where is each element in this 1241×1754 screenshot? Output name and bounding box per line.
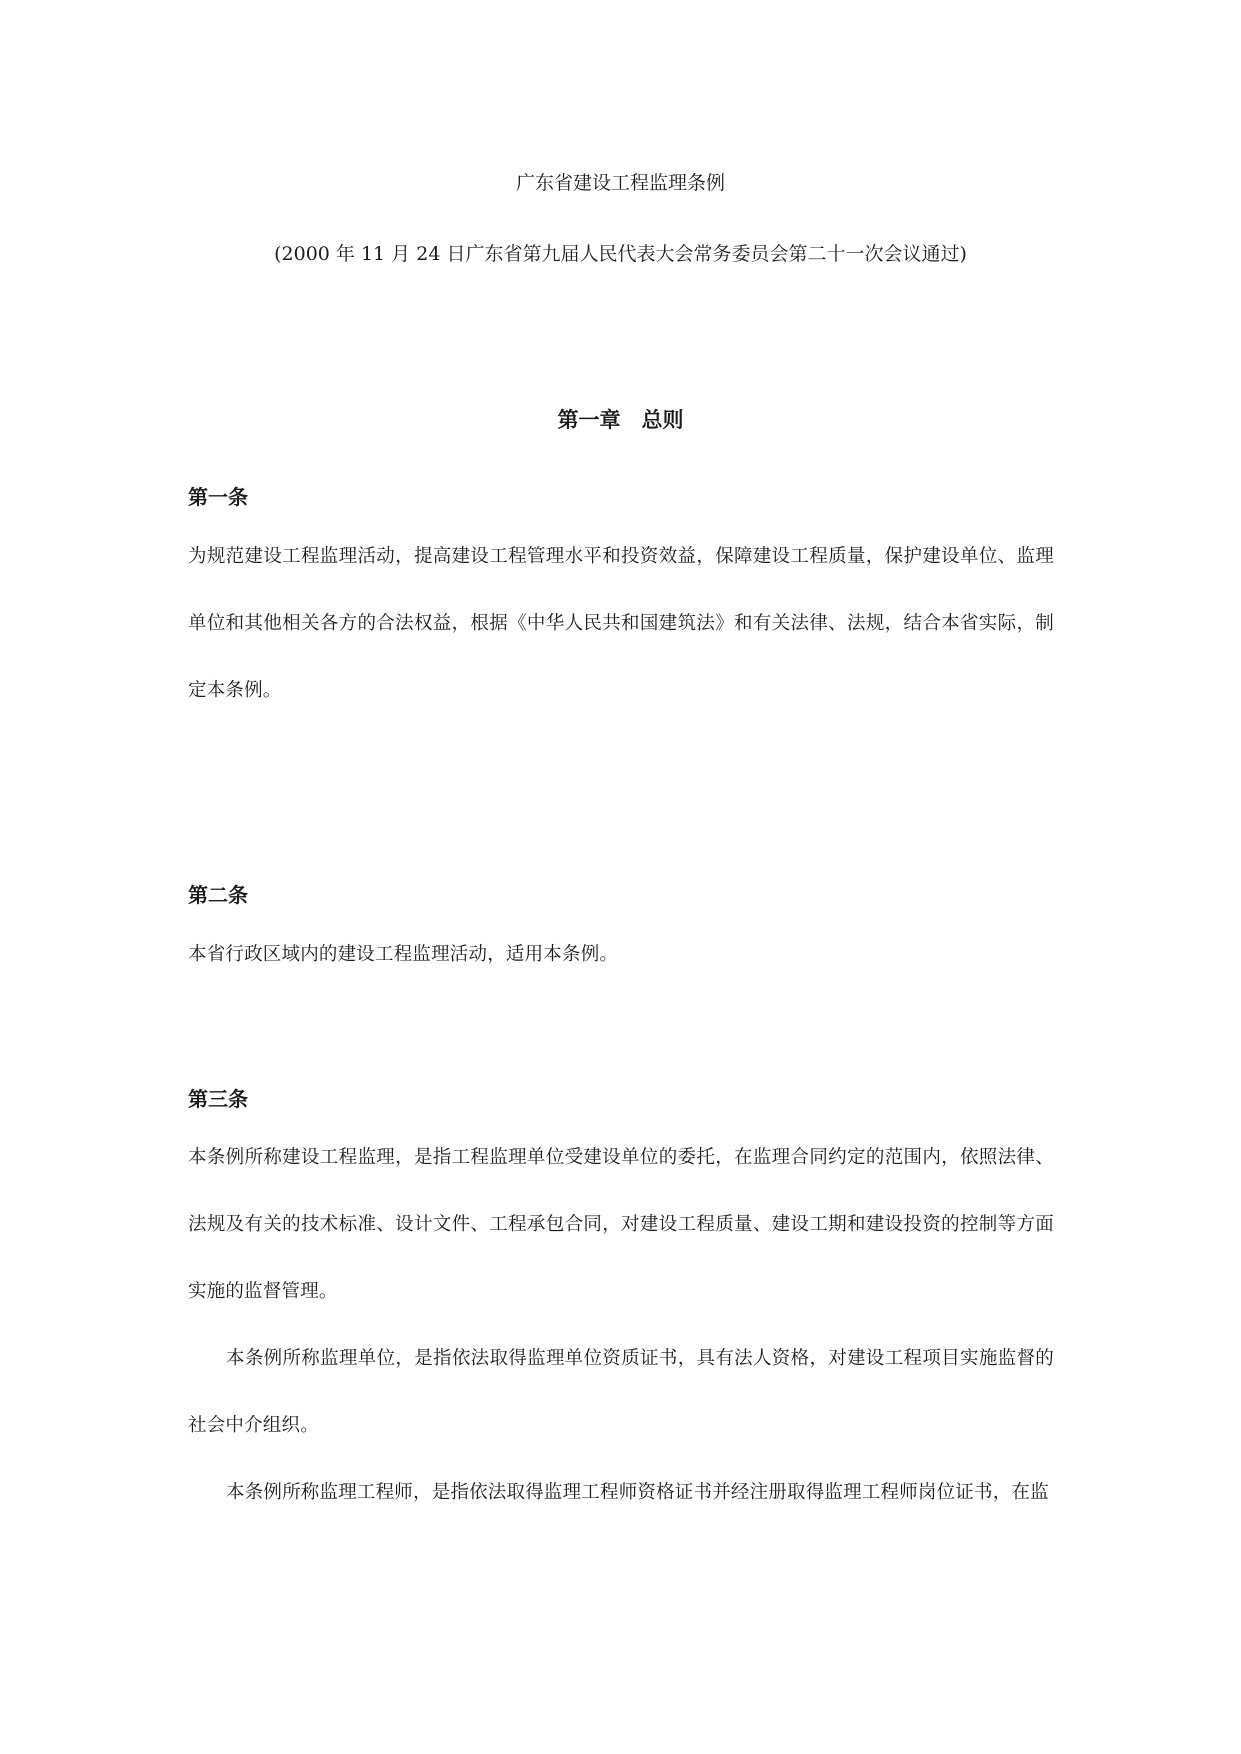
article-1-heading: 第一条 — [188, 485, 248, 509]
article-1-paragraph-1: 为规范建设工程监理活动，提高建设工程管理水平和投资效益，保障建设工程质量，保护建设单位、监理单位和其他相关各方的合法权益，根据《中华人民共和国建筑法》和有关法律、法规，结合本省实际，制定本条例。 — [188, 546, 1054, 701]
article-3-paragraph-1: 本条例所称建设工程监理，是指工程监理单位受建设单位的委托，在监理合同约定的范围内，依照法律、法规及有关的技术标准、设计文件、工程承包合同，对建设工程质量、建设工期和建设投资的控制等方面实施的监督管理。 — [188, 1147, 1054, 1302]
chapter-heading: 第一章 总则 — [557, 408, 684, 432]
article-2-paragraph-1: 本省行政区域内的建设工程监理活动，适用本条例。 — [188, 944, 619, 965]
document-title: 广东省建设工程监理条例 — [515, 172, 725, 194]
document-subtitle: (2000 年 11 月 24 日广东省第九届人民代表大会常务委员会第二十一次会议通过) — [274, 243, 967, 265]
article-3-paragraph-2: 本条例所称监理单位，是指依法取得监理单位资质证书，具有法人资格，对建设工程项目实施监督的社会中介组织。 — [188, 1348, 1054, 1436]
article-3-paragraph-3: 本条例所称监理工程师，是指依法取得监理工程师资格证书并经注册取得监理工程师岗位证书，在监 — [226, 1482, 1049, 1503]
article-2-heading: 第二条 — [188, 883, 248, 907]
article-3-heading: 第三条 — [188, 1087, 248, 1111]
